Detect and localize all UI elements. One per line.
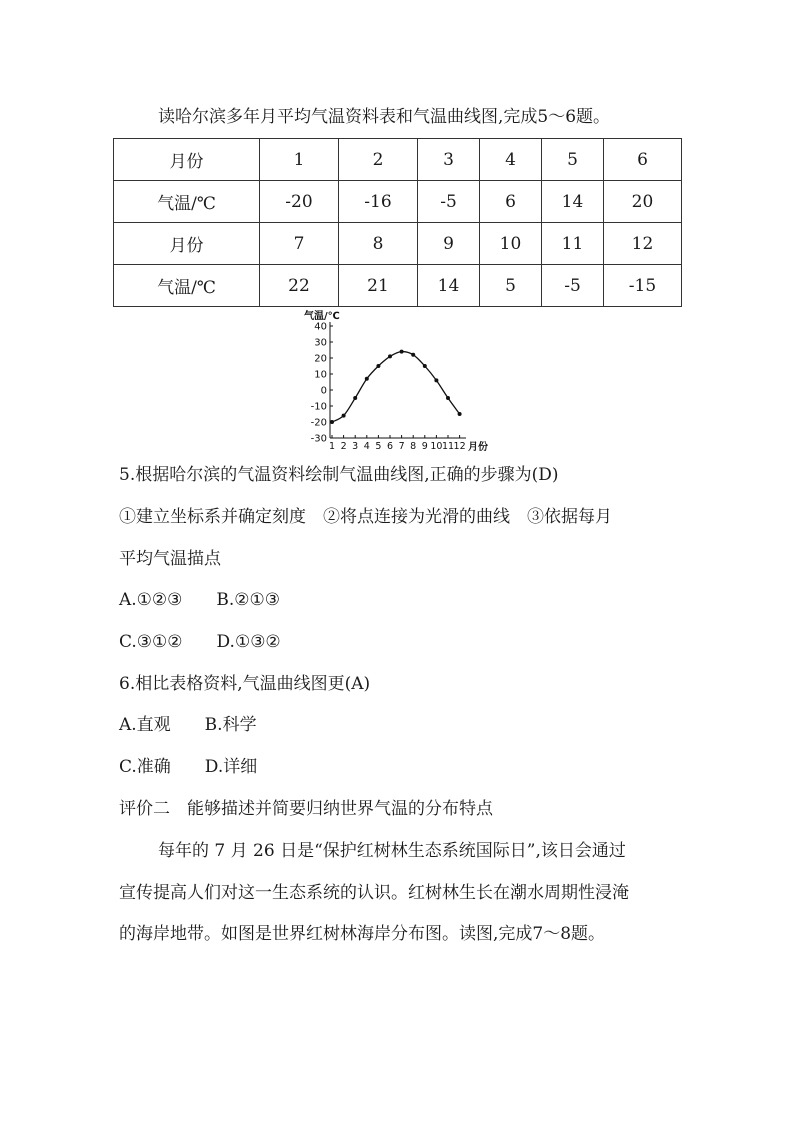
para-line2: 宣传提高人们对这一生态系统的认识。红树林生长在潮水周期性浸淹	[119, 883, 629, 903]
table-cell: 7	[260, 223, 339, 265]
chart-y-tick-label: 10	[314, 369, 327, 381]
table-cell: 12	[604, 223, 682, 265]
q5-options-ab: A.①②③ B.②①③	[119, 590, 281, 610]
chart-data-point	[411, 353, 415, 357]
table-cell: -5	[418, 181, 480, 223]
table-cell: -20	[260, 181, 339, 223]
chart-x-tick-label: 3	[352, 441, 359, 452]
chart-data-point	[446, 396, 450, 400]
q6-options-ab: A.直观 B.科学	[119, 715, 257, 735]
chart-y-tick-label: 30	[314, 337, 327, 349]
chart-x-tick-label: 1	[328, 441, 336, 452]
chart-x-tick-label: 6	[386, 441, 394, 452]
table-row-header: 气温/℃	[114, 265, 260, 307]
chart-x-tick-label: 5	[375, 441, 382, 452]
chart-data-point	[458, 412, 462, 416]
table-cell: 14	[542, 181, 604, 223]
table-cell: 10	[480, 223, 542, 265]
section-heading: 评价二 能够描述并简要归纳世界气温的分布特点	[119, 799, 493, 819]
chart-y-tick-label: 40	[314, 321, 327, 333]
q5-items-line2: 平均气温描点	[119, 549, 221, 569]
table-row-header: 月份	[114, 223, 260, 265]
chart-x-tick-label: 11	[441, 441, 455, 452]
table-cell: -15	[604, 265, 682, 307]
temperature-curve	[332, 352, 460, 422]
table-row-header: 气温/℃	[114, 181, 260, 223]
temperature-table	[113, 138, 682, 307]
intro-text: 读哈尔滨多年月平均气温资料表和气温曲线图,完成5～6题。	[158, 107, 611, 127]
table-row	[114, 181, 682, 223]
table-cell: 4	[480, 139, 542, 181]
para-line3: 的海岸地带。如图是世界红树林海岸分布图。读图,完成7～8题。	[119, 924, 606, 944]
q5-items-line1: ①建立坐标系并确定刻度 ②将点连接为光滑的曲线 ③依据每月	[119, 507, 612, 527]
chart-data-point	[423, 364, 427, 368]
chart-data-point	[365, 377, 369, 381]
chart-data-point	[388, 354, 392, 358]
table-cell: -16	[339, 181, 418, 223]
q6-stem: 6.相比表格资料,气温曲线图更(A)	[119, 674, 371, 694]
chart-y-tick-label: -10	[310, 401, 327, 413]
chart-x-tick-label: 2	[340, 441, 347, 452]
chart-data-point	[400, 350, 404, 354]
q5-stem: 5.根据哈尔滨的气温资料绘制气温曲线图,正确的步骤为(D)	[119, 465, 559, 485]
table-cell: 2	[339, 139, 418, 181]
table-cell: 6	[604, 139, 682, 181]
chart-data-point	[376, 364, 380, 368]
chart-x-tick-label: 8	[410, 441, 417, 452]
table-cell: 14	[418, 265, 480, 307]
table-cell: 8	[339, 223, 418, 265]
chart-y-axis-label: 气温/℃	[304, 311, 340, 322]
para-line1: 每年的 7 月 26 日是“保护红树林生态系统国际日”,该日会通过	[158, 841, 626, 861]
chart-x-tick-label: 4	[363, 441, 370, 452]
table-cell: 11	[542, 223, 604, 265]
chart-x-tick-label: 12	[453, 441, 466, 452]
chart-x-tick-label: 7	[398, 441, 405, 452]
table-cell: 5	[542, 139, 604, 181]
table-cell: 6	[480, 181, 542, 223]
table-cell: 21	[339, 265, 418, 307]
table-cell: 5	[480, 265, 542, 307]
table-cell: -5	[542, 265, 604, 307]
chart-data-point	[330, 420, 334, 424]
chart-data-point	[434, 378, 438, 382]
table-cell: 3	[418, 139, 480, 181]
table-row	[114, 223, 682, 265]
chart-x-tick-label: 9	[421, 441, 428, 452]
chart-data-point	[353, 396, 357, 400]
table-cell: 1	[260, 139, 339, 181]
chart-y-tick-label: 0	[320, 385, 327, 397]
table-cell: 20	[604, 181, 682, 223]
temperature-line-chart	[300, 308, 500, 454]
q6-options-cd: C.准确 D.详细	[119, 757, 258, 777]
table-row-header: 月份	[114, 139, 260, 181]
chart-x-tick-label: 10	[430, 441, 443, 452]
table-row	[114, 139, 682, 181]
table-cell: 9	[418, 223, 480, 265]
chart-y-tick-label: -20	[310, 417, 327, 429]
chart-x-axis-label: 月份	[468, 442, 488, 453]
chart-data-point	[342, 414, 346, 418]
q5-options-cd: C.③①② D.①③②	[119, 632, 281, 652]
table-cell: 22	[260, 265, 339, 307]
chart-y-tick-label: 20	[314, 353, 327, 365]
table-row	[114, 265, 682, 307]
chart-y-tick-label: -30	[310, 433, 327, 445]
